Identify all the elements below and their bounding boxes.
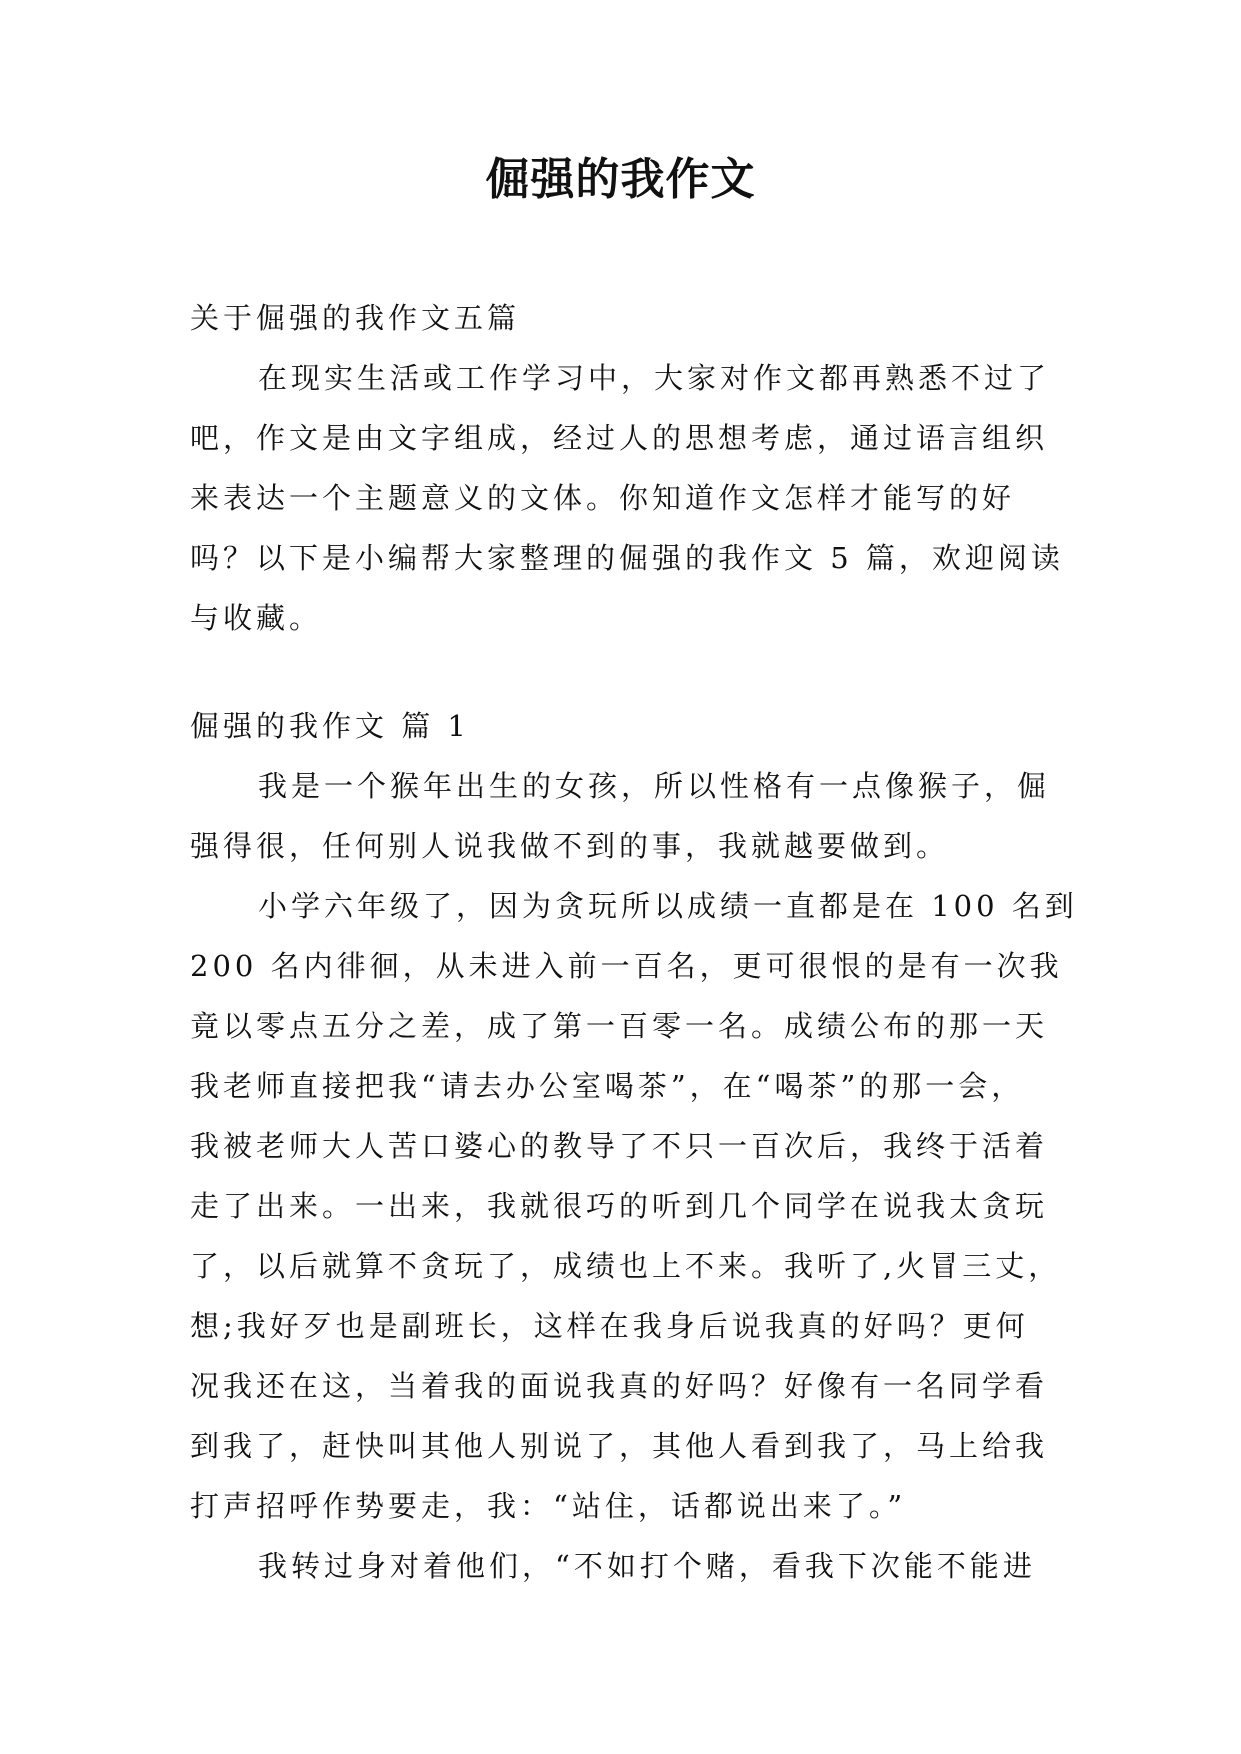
- paragraph-2: [190, 876, 1078, 1536]
- document-title: 倔强的我作文: [485, 154, 756, 205]
- text-line: 我转过身对着他们，“不如打个赌，看我下次能不能进: [258, 1549, 1036, 1583]
- paragraph-1: [190, 756, 1055, 876]
- text-line: 况我还在这，当着我的面说我真的好吗？好像有一名同学看: [190, 1369, 1049, 1403]
- text-line: 走了出来。一出来，我就很巧的听到几个同学在说我太贪玩: [190, 1189, 1049, 1223]
- text-line: 了，以后就算不贪玩了，成绩也上不来。我听了,火冒三丈，: [190, 1249, 1062, 1283]
- text-line: 我老师直接把我“请去办公室喝茶”，在“喝茶”的那一会，: [190, 1069, 1025, 1103]
- section-spacer: [190, 648, 1055, 696]
- text-line: 打声招呼作势要走，我：“站住，话都说出来了。”: [190, 1489, 907, 1523]
- text-line: 与收藏。: [190, 601, 323, 635]
- text-line: 竟以零点五分之差，成了第一百零一名。成绩公布的那一天: [190, 1009, 1049, 1043]
- text-line: 来表达一个主题意义的文体。你知道作文怎样才能写的好: [190, 481, 1016, 515]
- text-line: 到我了，赶快叫其他人别说了，其他人看到我了，马上给我: [190, 1429, 1049, 1463]
- text-line: 强得很，任何别人说我做不到的事，我就越要做到。: [190, 829, 950, 863]
- document-body: [190, 288, 1078, 1596]
- intro-paragraph: [190, 348, 1064, 648]
- paragraph-3: [190, 1536, 1055, 1596]
- text-line: 200 名内徘徊，从未进入前一百名，更可很恨的是有一次我: [190, 949, 1063, 983]
- section-heading: 倔强的我作文 篇 1: [190, 709, 470, 743]
- text-line: 吧，作文是由文字组成，经过人的思想考虑，通过语言组织: [190, 421, 1049, 455]
- text-line: 在现实生活或工作学习中，大家对作文都再熟悉不过了: [258, 361, 1051, 395]
- document-subtitle: 关于倔强的我作文五篇: [190, 301, 521, 335]
- text-line: 我被老师大人苦口婆心的教导了不只一百次后，我终于活着: [190, 1129, 1049, 1163]
- text-line: 想;我好歹也是副班长，这样在我身后说我真的好吗？更何: [190, 1309, 1029, 1343]
- text-line: 小学六年级了，因为贪玩所以成绩一直都是在 100 名到: [258, 889, 1078, 923]
- text-line: 我是一个猴年出生的女孩，所以性格有一点像猴子，倔: [258, 769, 1051, 803]
- text-line: 吗？以下是小编帮大家整理的倔强的我作文 5 篇，欢迎阅读: [190, 541, 1064, 575]
